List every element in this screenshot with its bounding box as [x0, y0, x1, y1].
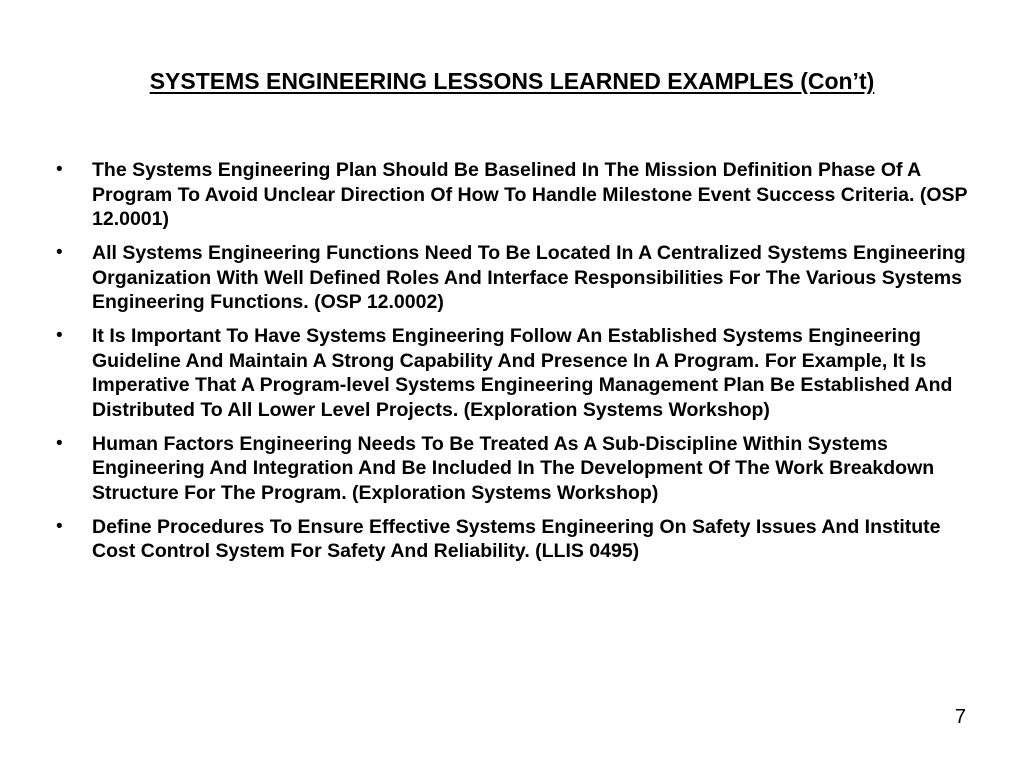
bullet-item: [52, 515, 972, 564]
bullet-text: The Systems Engineering Plan Should Be Baselined In The Mission Definition Phase Of A Program To Avoid Unclear Direction Of How To Handle Milestone Event Success Criteria. (OSP 12.0001): [92, 159, 968, 230]
page-number: 7: [954, 706, 966, 728]
bullet-text: All Systems Engineering Functions Need To Be Located In A Centralized Systems Engineering Organization With Well Defined Roles And Interface Responsibilities For The Various Systems Engineering Functions. (OSP 12.0002): [92, 242, 966, 313]
bullet-marker: •: [56, 325, 63, 346]
bullet-marker: •: [56, 432, 63, 454]
slide-title: SYSTEMS ENGINEERING LESSONS LEARNED EXAMPLES (Con’t): [149, 68, 875, 94]
bullet-text: Define Procedures To Ensure Effective Systems Engineering On Safety Issues And Institute Cost Control System For Safety And Reliability. (LLIS 0495): [92, 515, 941, 562]
bullet-item: [52, 158, 972, 232]
bullet-list: [52, 158, 972, 573]
bullet-item: [52, 241, 972, 315]
bullet-item: [52, 432, 972, 506]
bullet-marker: •: [56, 159, 63, 180]
bullet-marker: •: [56, 515, 63, 537]
bullet-marker: •: [56, 242, 63, 263]
bullet-text: It Is Important To Have Systems Engineering Follow An Established Systems Engineering Guideline And Maintain A Strong Capability And Presence In A Program. For Example, It Is Imperative That A Program-level Systems Engineering Management Plan Be Established And Distributed To All Lower Level Projects. (Exploration Systems Workshop): [92, 325, 953, 421]
bullet-item: [52, 324, 972, 422]
bullet-text: Human Factors Engineering Needs To Be Treated As A Sub-Discipline Within Systems Engineering And Integration And Be Included In The Development Of The Work Breakdown Structure For The Program. (Exploration Systems Workshop): [92, 432, 935, 504]
